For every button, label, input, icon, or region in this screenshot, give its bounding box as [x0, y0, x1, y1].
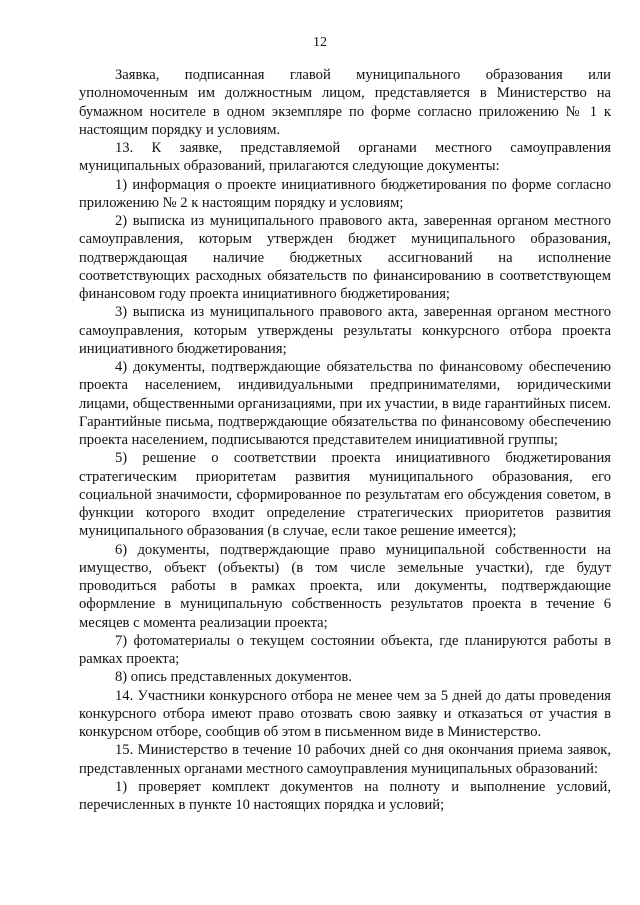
- paragraph: 6) документы, подтверждающие право муниципальной собственности на имущество, объект (объекты) (в том числе земельные участки), где будут проводиться работы в рамках проекта, или документы, подтверждающие оформление в муниципальную собственность результатов проекта в течение 6 месяцев с момента реализации проекта;: [79, 541, 611, 631]
- paragraph: Заявка, подписанная главой муниципального образования или уполномоченным им должностным лицом, представляется в Министерство на бумажном носителе в одном экземпляре по форме согласно приложению № 1 к настоящим порядку и условиям.: [79, 67, 611, 138]
- paragraph: 13. К заявке, представляемой органами местного самоуправления муниципальных образований, прилагаются следующие документы:: [79, 140, 611, 175]
- paragraph: 3) выписка из муниципального правового акта, заверенная органом местного самоуправления, которым утверждены результаты конкурсного отбора проекта инициативного бюджетирования;: [79, 304, 611, 357]
- paragraph: 1) информация о проекте инициативного бюджетирования по форме согласно приложению № 2 к настоящим порядку и условиям;: [79, 176, 611, 211]
- paragraph: 2) выписка из муниципального правового акта, заверенная органом местного самоуправления, которым утвержден бюджет муниципального образования, подтверждающая наличие бюджетных ассигнований на исполнение соответствующих расходных обязательств по финансированию в соответствующем финансовом году проекта инициативного бюджетирования;: [79, 213, 611, 302]
- document-body: [79, 66, 611, 814]
- paragraph: 4) документы, подтверждающие обязательства по финансовому обеспечению проекта населением, индивидуальными предпринимателями, юридическими лицами, общественными организациями, при их участии, в виде гарантийных писем. Гарантийные письма, подтверждающие обязательства по финансовому обеспечению проекта населением, подписываются представителем инициативной группы;: [79, 359, 611, 448]
- paragraph: 7) фотоматериалы о текущем состоянии объекта, где планируются работы в рамках проекта;: [79, 632, 611, 667]
- page-number: 12: [313, 35, 327, 50]
- paragraph: 14. Участники конкурсного отбора не менее чем за 5 дней до даты проведения конкурсного отбора имеют право отозвать свою заявку и отказаться от участия в конкурсном отборе, сообщив об этом в письменном виде в Министерство.: [79, 687, 611, 740]
- paragraph: 15. Министерство в течение 10 рабочих дней со дня окончания приема заявок, представленных органами местного самоуправления муниципальных образований:: [79, 742, 611, 777]
- paragraph: 5) решение о соответствии проекта инициативного бюджетирования стратегическим приоритетам развития муниципального образования, его социальной значимости, сформированное по результатам его обсуждения советом, в функции которого входит определение стратегических приоритетов развития муниципального образования (в случае, если такое решение имеется);: [79, 450, 611, 540]
- paragraph: 1) проверяет комплект документов на полноту и выполнение условий, перечисленных в пункте 10 настоящих порядка и условий;: [79, 778, 611, 813]
- paragraph: 8) опись представленных документов.: [115, 669, 352, 686]
